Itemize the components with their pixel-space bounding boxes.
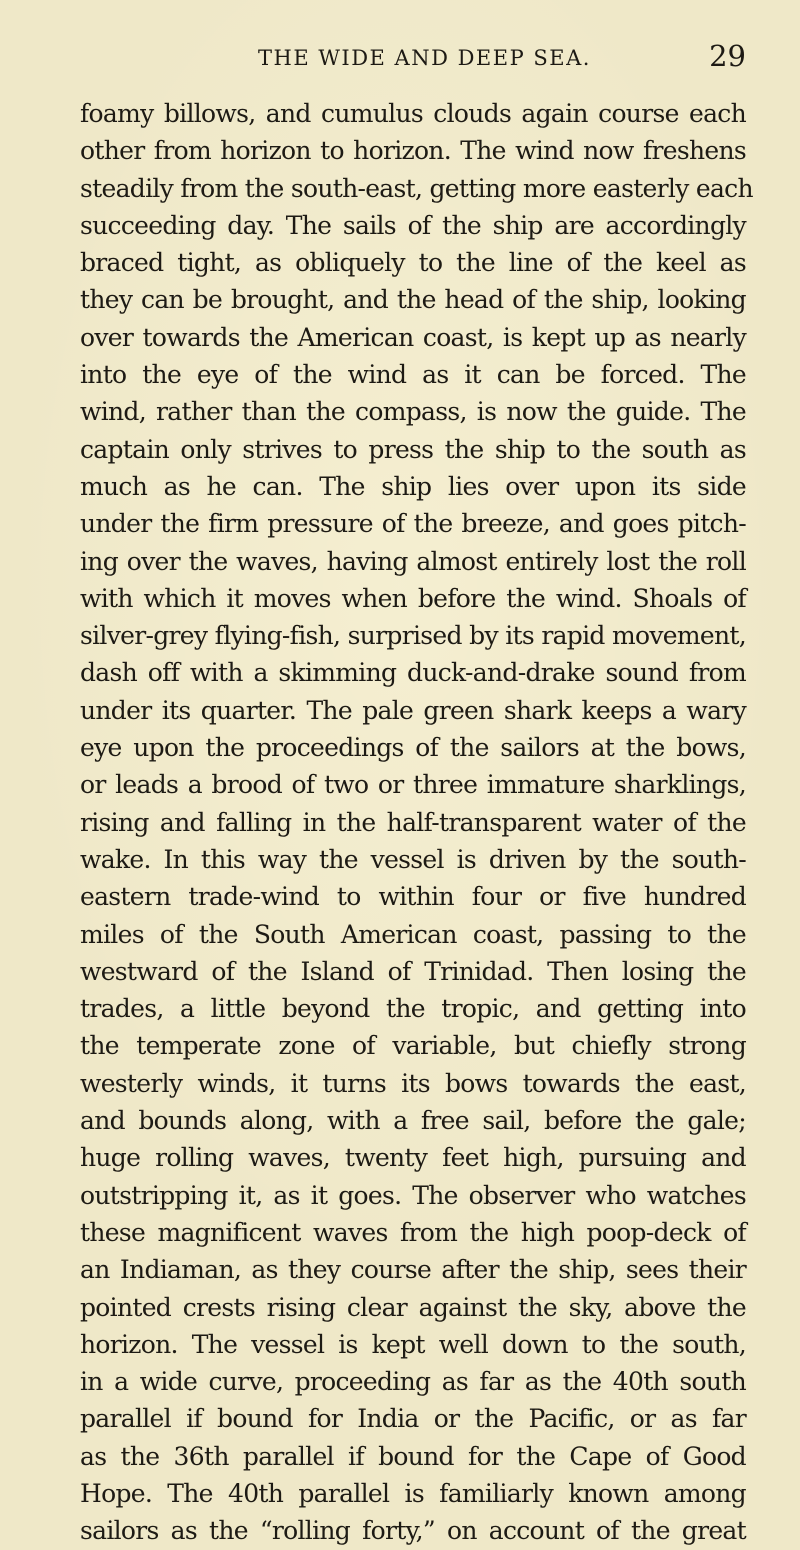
text-line: horizon. The vessel is kept well down to the south,	[80, 1329, 746, 1359]
text-line: and bounds along, with a free sail, before the gale;	[80, 1106, 746, 1136]
page-number: 29	[709, 39, 746, 73]
text-line: in a wide curve, proceeding as far as the 40th south	[80, 1367, 746, 1397]
text-line: these magnificent waves from the high poop-deck of	[80, 1217, 746, 1247]
text-line: into the eye of the wind as it can be forced. The	[80, 360, 746, 390]
text-line: foamy billows, and cumulus clouds again course each	[80, 99, 746, 128]
text-line: westerly winds, it turns its bows towards the east,	[80, 1068, 746, 1098]
text-line: ing over the waves, having almost entirely lost the roll	[80, 546, 746, 576]
text-line: eye upon the proceedings of the sailors at the bows,	[80, 733, 746, 763]
text-line: eastern trade-wind to within four or five hundred	[80, 882, 746, 912]
text-line: steadily from the south-east, getting more easterly each	[80, 173, 753, 203]
text-line: wind, rather than the compass, is now the guide. The	[80, 397, 746, 427]
text-line: rising and falling in the half-transparent water of the	[80, 807, 746, 837]
text-line: succeeding day. The sails of the ship are accordingly	[80, 210, 746, 240]
text-line: outstripping it, as it goes. The observer who watches	[80, 1180, 746, 1210]
text-line: or leads a brood of two or three immature sharklings,	[80, 770, 746, 800]
text-line: miles of the South American coast, passing to the	[80, 919, 746, 949]
text-line: parallel if bound for India or the Pacific, or as far	[80, 1404, 746, 1434]
text-line: other from horizon to horizon. The wind now freshens	[80, 136, 746, 166]
body-text	[80, 95, 753, 1550]
text-line: silver-grey flying-fish, surprised by its rapid movement,	[80, 621, 746, 651]
text-line: under the firm pressure of the breeze, and goes pitch-	[80, 509, 746, 539]
text-line: over towards the American coast, is kept up as nearly	[80, 322, 746, 352]
text-line: sailors as the “rolling forty,” on account of the great	[80, 1516, 746, 1546]
running-title: THE WIDE AND DEEP SEA.	[258, 46, 591, 70]
text-line: braced tight, as obliquely to the line of the keel as	[80, 248, 746, 278]
text-line: much as he can. The ship lies over upon its side	[80, 471, 746, 501]
running-head	[0, 38, 800, 78]
text-line: captain only strives to press the ship to the south as	[80, 434, 746, 464]
text-line: wake. In this way the vessel is driven by the south-	[80, 844, 746, 874]
text-line: trades, a little beyond the tropic, and getting into	[80, 994, 746, 1024]
text-line: under its quarter. The pale green shark keeps a wary	[80, 695, 746, 725]
text-line: the temperate zone of variable, but chiefly strong	[80, 1031, 746, 1061]
text-line: huge rolling waves, twenty feet high, pursuing and	[80, 1143, 746, 1173]
text-line: an Indiaman, as they course after the ship, sees their	[80, 1255, 746, 1285]
text-line: westward of the Island of Trinidad. Then losing the	[80, 956, 746, 986]
text-line: Hope. The 40th parallel is familiarly known among	[80, 1478, 746, 1508]
text-line: dash off with a skimming duck-and-drake sound from	[80, 658, 746, 688]
text-line: they can be brought, and the head of the ship, looking	[80, 285, 746, 315]
text-line: with which it moves when before the wind. Shoals of	[80, 583, 746, 613]
text-line: as the 36th parallel if bound for the Cape of Good	[80, 1441, 746, 1471]
text-line: pointed crests rising clear against the sky, above the	[80, 1292, 746, 1322]
